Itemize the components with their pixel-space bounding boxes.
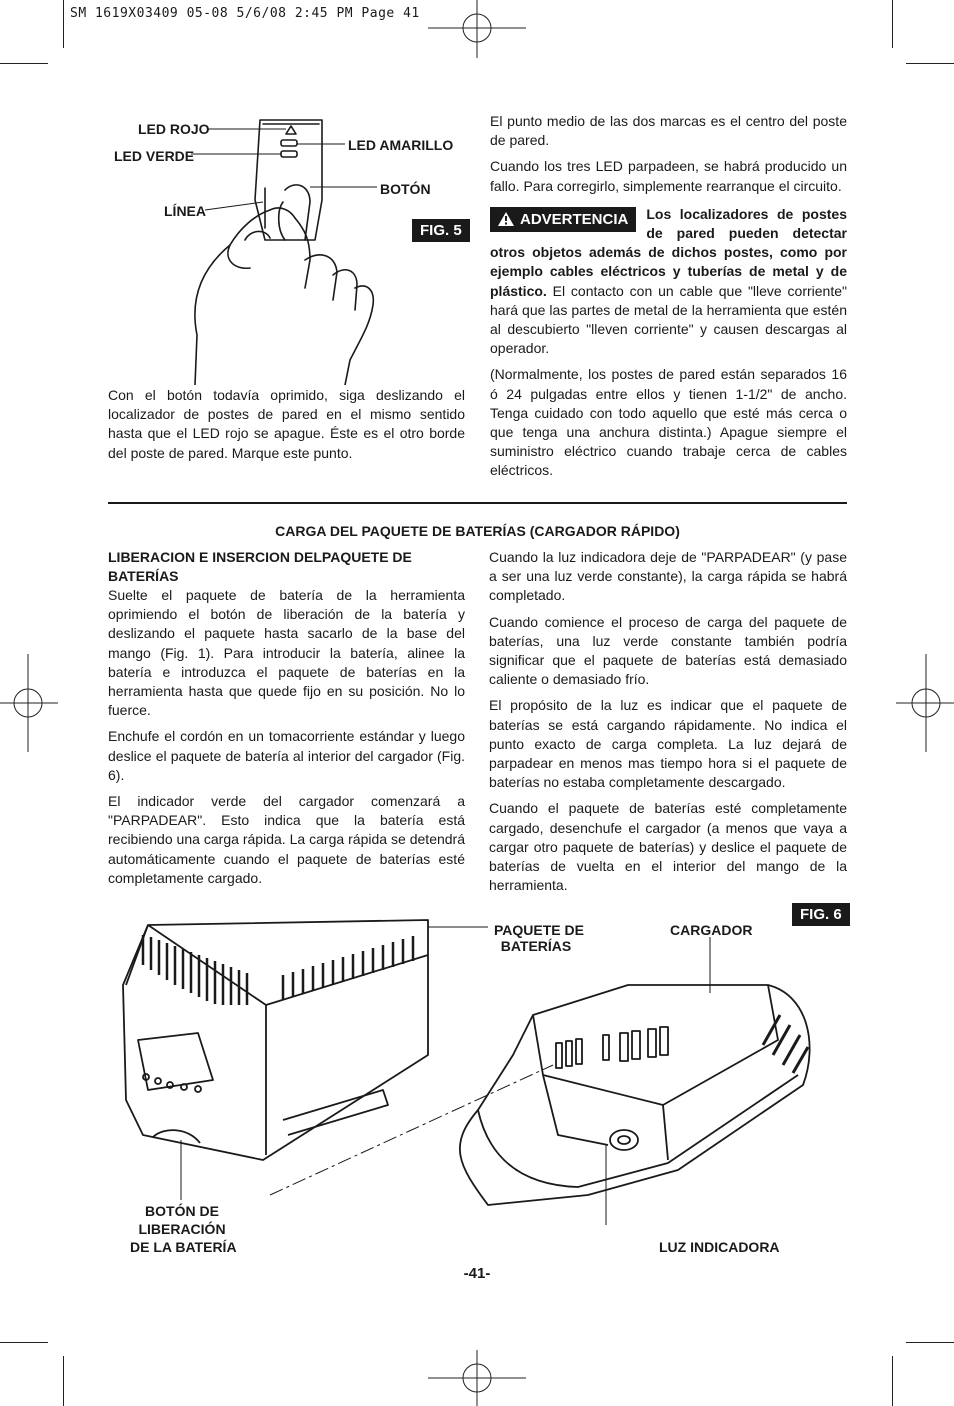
left-top-paragraph: Con el botón todavía oprimido, siga deslizando el localizador de postes de pared en el mismo sentido hasta que el LED rojo se apague. Éste es el otro borde del poste de pared. Marque este punto. bbox=[108, 387, 465, 461]
boton-liberacion-label bbox=[130, 1202, 237, 1256]
right-top-para2: Cuando los tres LED parpadeen, se habrá producido un fallo. Para corregirlo, simplemente rearranque el circuito. bbox=[490, 158, 847, 194]
right-top-column bbox=[490, 112, 847, 481]
right-top-para1: El punto medio de las dos marcas es el centro del poste de pared. bbox=[490, 113, 847, 149]
fig5-tag: FIG. 5 bbox=[412, 219, 470, 242]
section-title: CARGA DEL PAQUETE DE BATERÍAS (CARGADOR RÁPIDO) bbox=[275, 523, 680, 539]
boton-liberacion-line1: BOTÓN DE bbox=[145, 1203, 219, 1219]
paquete-label bbox=[494, 922, 584, 954]
fig6-tag: FIG. 6 bbox=[792, 903, 850, 926]
right-section-para4: Cuando el paquete de baterías esté completamente cargado, desenchufe el cargador (a menos que vaya a cargar otro paquete de baterías) y deslice el paquete de baterías de vuelta en el interior del mango de la herramienta. bbox=[489, 800, 847, 894]
right-section-column bbox=[489, 548, 847, 895]
warning-triangle-icon bbox=[498, 212, 514, 226]
led-rojo-label: LED ROJO bbox=[138, 121, 210, 137]
page-number: -41- bbox=[463, 1265, 491, 1282]
left-section-heading: LIBERACION E INSERCION DELPAQUETE DE BATERÍAS bbox=[108, 549, 412, 584]
warning-block bbox=[490, 205, 847, 359]
left-section-para1: Suelte el paquete de batería de la herramienta oprimiendo el botón de liberación de la batería y deslizando el paquete hasta sacarlo de la base del mango (Fig. 1). Para introducir la batería, alinee la batería e introduzca el paquete de baterías en la herramienta hasta que quede fijo en su posición. No lo fuerce. bbox=[108, 587, 465, 719]
paquete-label-line1: PAQUETE DE bbox=[494, 922, 584, 938]
led-amarillo-label: LED AMARILLO bbox=[348, 137, 454, 153]
left-section-para2: Enchufe el cordón en un tomacorriente estándar y luego deslice el paquete de batería al interior del cargador (Fig. 6). bbox=[108, 728, 465, 783]
boton-liberacion-line3: DE LA BATERÍA bbox=[130, 1239, 237, 1255]
warning-bold-text: Los localizadores de postes de pared pueden detectar otros objetos además de dichos postes, como por ejemplo cables eléctricos y tuberías de metal y de plástico. bbox=[490, 205, 847, 299]
right-section-para2: Cuando comience el proceso de carga del paquete de baterías, una luz verde constante también podría significar que el paquete de baterías está demasiado caliente o demasiado frío. bbox=[489, 613, 847, 688]
boton-liberacion-line2: LIBERACIÓN bbox=[138, 1221, 226, 1237]
warning-label: ADVERTENCIA bbox=[520, 210, 629, 228]
warning-rest-text: El contacto con un cable que "lleve corriente" hará que las partes de metal de la herramienta que estén al descubierto "lleven corriente" y causen descargas al operador. bbox=[490, 282, 847, 357]
luz-indicadora-label: LUZ INDICADORA bbox=[659, 1239, 780, 1255]
warning-badge bbox=[490, 207, 636, 232]
boton-label: BOTÓN bbox=[380, 181, 431, 197]
linea-label: LÍNEA bbox=[164, 203, 206, 219]
right-section-para1: Cuando la luz indicadora deje de "PARPADEAR" (y pase a ser una luz verde constante), la carga rápida se habrá completado. bbox=[489, 549, 847, 604]
cargador-label: CARGADOR bbox=[670, 922, 753, 938]
left-section-column bbox=[108, 548, 465, 888]
led-verde-label: LED VERDE bbox=[114, 148, 195, 164]
paquete-label-line2: BATERÍAS bbox=[500, 938, 572, 954]
section-divider bbox=[108, 502, 847, 504]
left-section-para3: El indicador verde del cargador comenzará a "PARPADEAR". Esto indica que la batería está recibiendo una carga rápida. La carga rápida se detendrá automáticamente cuando el paquete de baterías esté completamente cargado. bbox=[108, 793, 465, 886]
fig6-illustration bbox=[108, 905, 848, 1225]
print-header: SM 1619X03409 05-08 5/6/08 2:45 PM Page 41 bbox=[70, 6, 420, 21]
right-section-para3: El propósito de la luz es indicar que el paquete de baterías se está cargando rápidamente. No indica el punto exacto de carga completa. La luz dejará de parpadear en menos mas tiempo hora si el paquete de baterías no estaba completamente descargado. bbox=[489, 697, 847, 791]
right-top-para3: (Normalmente, los postes de pared están separados 16 ó 24 pulgadas entre ellos y tienen 1-1/2" de ancho. Tenga cuidado con todo aquello que esté más cerca o que tenga una anchura distinta.) Apague siempre el suministro eléctrico cuando trabaje cerca de cables eléctricos. bbox=[490, 366, 847, 479]
